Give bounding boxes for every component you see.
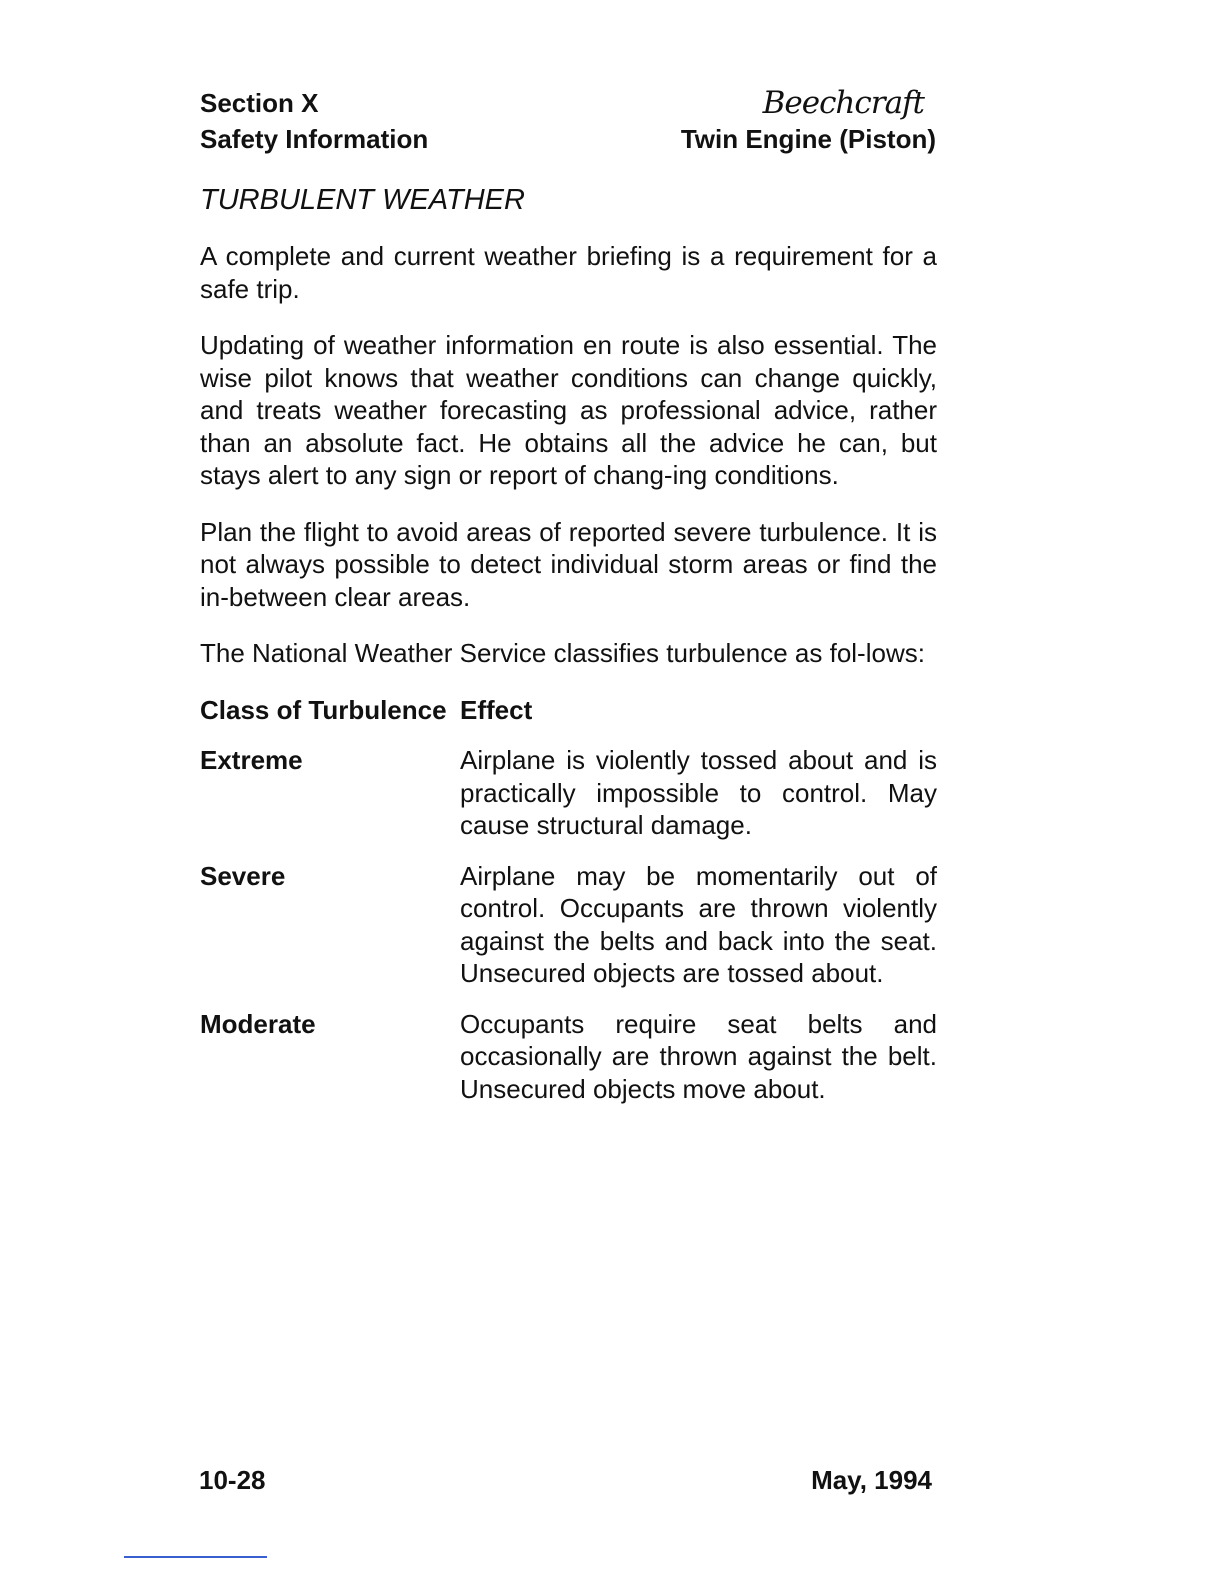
page-number: 10-28 [199,1465,266,1495]
header-left [200,85,428,157]
table-header-effect: Effect [460,694,533,725]
paragraph: Updating of weather information en route is also essential. The wise pilot knows that weather conditions can change quickly, and treats weather forecasting as professional advice, rather than an absolute fact. He obtains all the advice he can, but stays alert to any sign or report of chang-ing conditions. [200,330,937,490]
page-title: TURBULENT WEATHER [200,184,525,216]
table-header-class: Class of Turbulence [200,694,447,725]
turbulence-effect: Airplane is violently tossed about and is practically impossible to control. May cause structural damage. [460,745,937,840]
table-row [200,744,937,842]
turbulence-effect: Occupants require seat belts and occasionally are thrown against the belt. Unsecured objects move about. [460,1008,937,1104]
bottom-divider [124,1556,267,1558]
brand-logo: Beechcraft [762,85,924,121]
revision-date: May, 1994 [811,1465,932,1495]
table-row [200,860,937,990]
model-label: Twin Engine (Piston) [680,124,936,154]
paragraph: A complete and current weather briefing is a requirement for a safe trip. [200,241,937,304]
turbulence-table [200,694,937,1106]
header-right [681,85,936,157]
turbulence-effect: Airplane may be momentarily out of control. Occupants are thrown violently against the belts and back into the seat. Unsecured objects are tossed about. [460,860,937,988]
turbulence-class: Moderate [200,1008,316,1039]
paragraph: The National Weather Service classifies turbulence as fol-lows: [200,638,925,668]
section-title: Safety Information [200,124,429,154]
table-row [200,1008,937,1106]
turbulence-class: Extreme [200,745,303,775]
paragraph: Plan the flight to avoid areas of reported severe turbulence. It is not always possible to detect individual storm areas or find the in-between clear areas. [200,516,937,612]
section-label: Section X [200,88,319,118]
table-header-row [200,694,937,727]
turbulence-class: Severe [200,860,286,891]
page-content [200,180,937,1123]
